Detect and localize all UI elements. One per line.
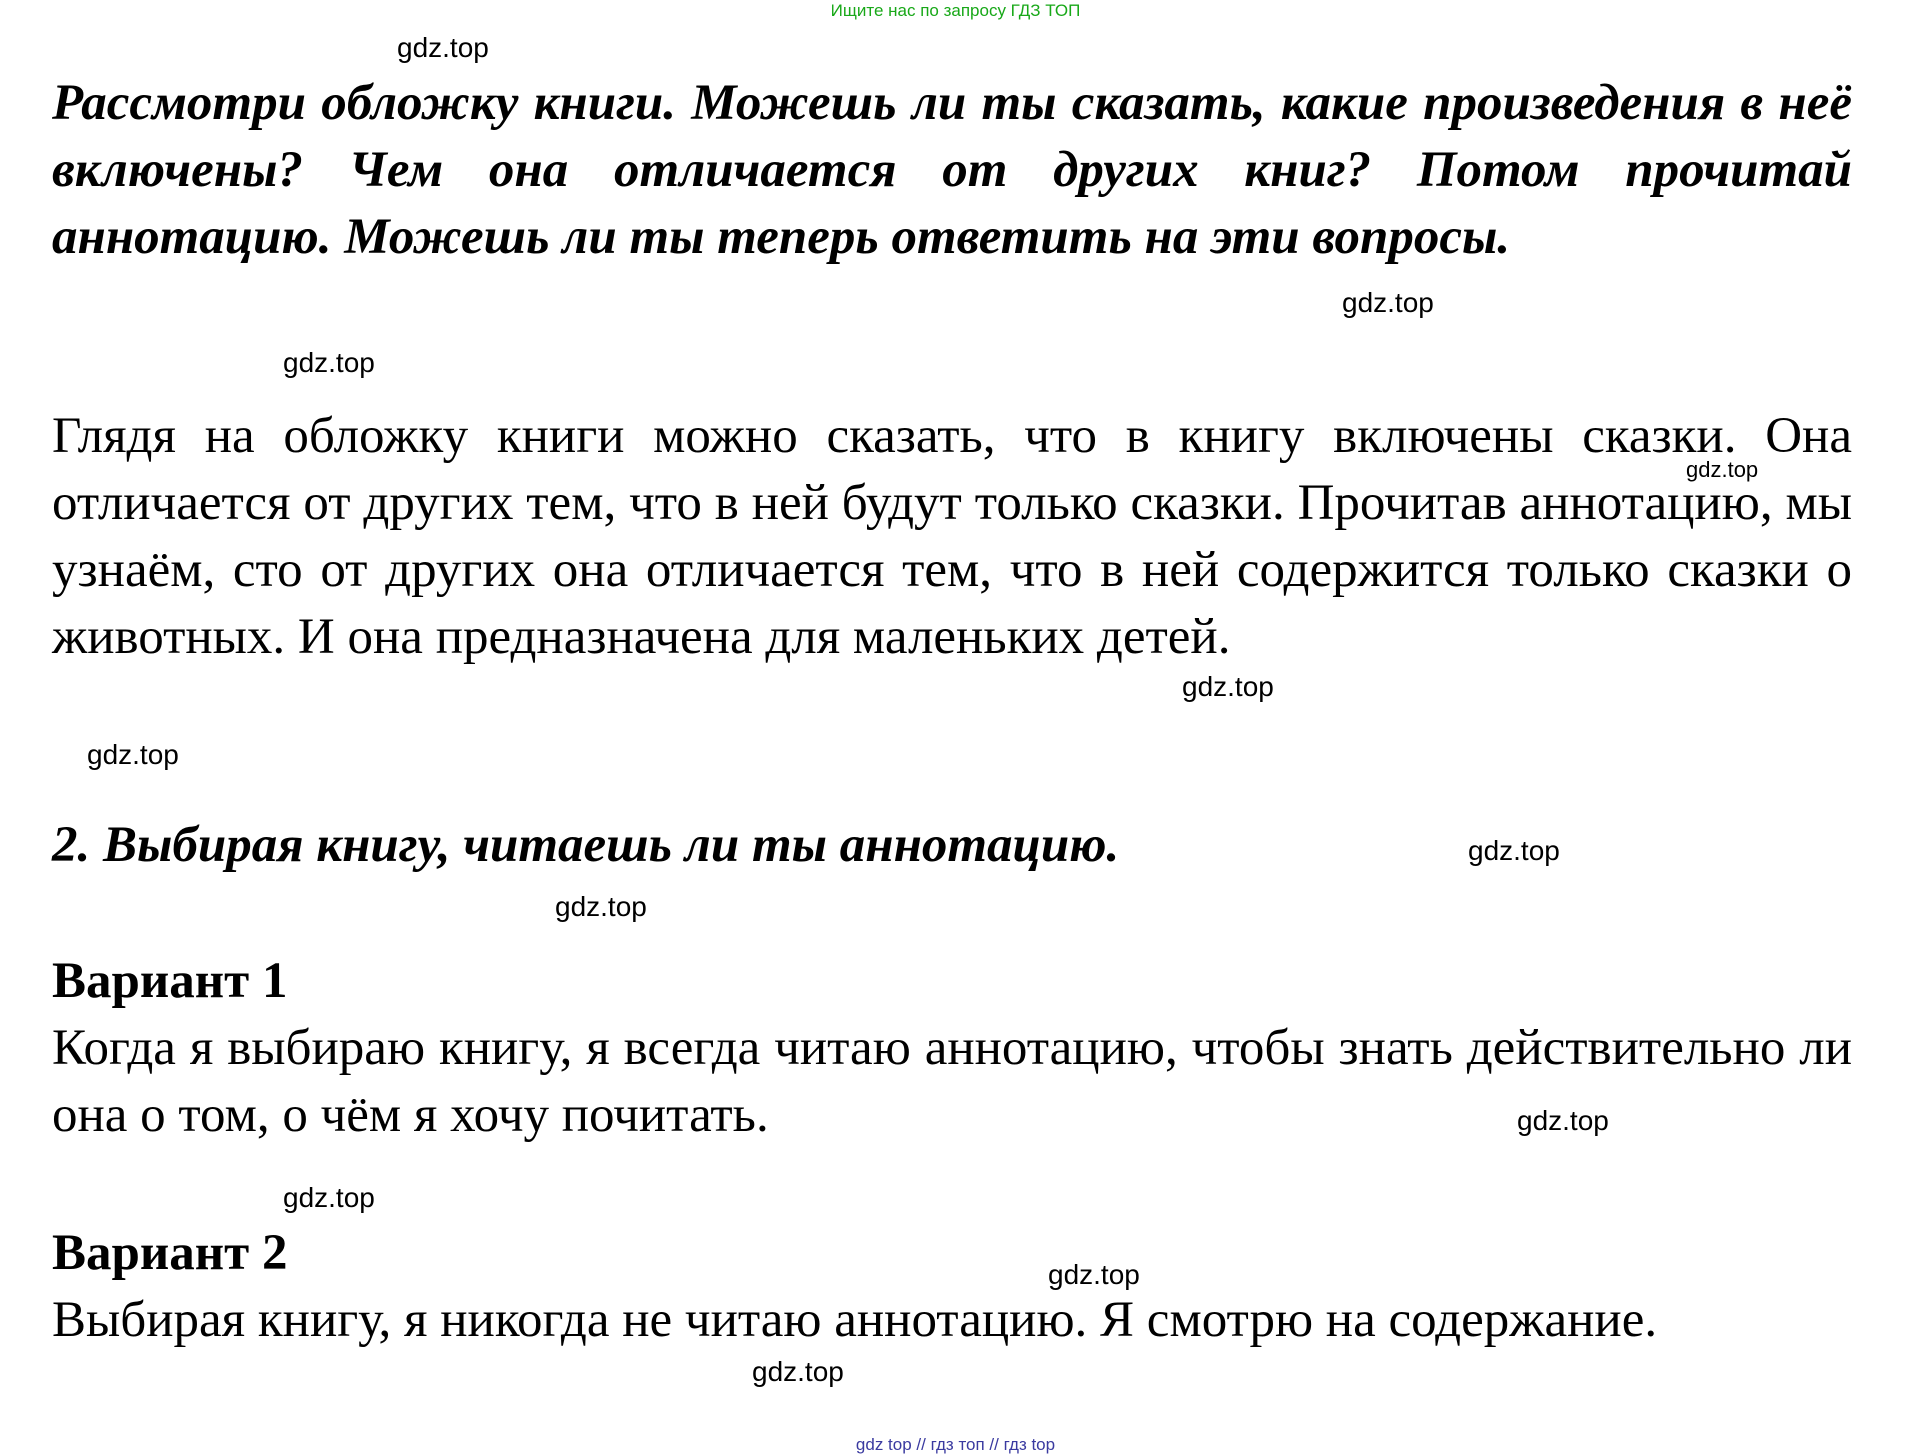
task-1-question: Рассмотри обложку книги. Можешь ли ты сказать, какие произведения в неё включены? Чем она отличается от других книг? Потом прочитай аннотацию. Можешь ли ты теперь ответить на эти вопросы. <box>52 75 1852 265</box>
watermark: gdz.top <box>1517 1105 1609 1136</box>
footer-watermark: gdz top // гдз топ // гдз top <box>855 1435 1056 1454</box>
watermark: gdz.top <box>283 1182 375 1213</box>
watermark: gdz.top <box>283 347 375 378</box>
variant-2-title: Вариант 2 <box>52 1225 288 1281</box>
answer-1-paragraph: Глядя на обложку книги можно сказать, что в книгу включены сказки. Она отличается от других тем, что в ней будут только сказки. Прочитав аннотацию, мы узнаём, сто от других она отличается тем, что в ней содержится только сказки о животных. И она предназначена для маленьких детей. <box>52 408 1852 665</box>
watermark: gdz.top <box>1342 287 1434 318</box>
task-2-question: 2. Выбирая книгу, читаешь ли ты аннотацию. <box>52 817 1120 873</box>
watermark: gdz.top <box>752 1356 844 1387</box>
watermark: gdz.top <box>1182 671 1274 702</box>
watermark: gdz.top <box>397 32 489 63</box>
watermark: gdz.top <box>87 739 179 770</box>
variant-1-title: Вариант 1 <box>52 953 288 1009</box>
top-banner: Ищите нас по запросу ГДЗ ТОП <box>830 1 1081 20</box>
watermark: gdz.top <box>555 891 647 922</box>
watermark: gdz.top <box>1048 1259 1140 1290</box>
variant-1-text: Когда я выбираю книгу, я всегда читаю аннотацию, чтобы знать действительно ли она о том, о чём я хочу почитать. <box>52 1020 1852 1143</box>
variant-2-text: Выбирая книгу, я никогда не читаю аннотацию. Я смотрю на содержание. <box>52 1292 1658 1348</box>
watermark: gdz.top <box>1468 835 1560 866</box>
watermark: gdz.top <box>1686 457 1759 482</box>
